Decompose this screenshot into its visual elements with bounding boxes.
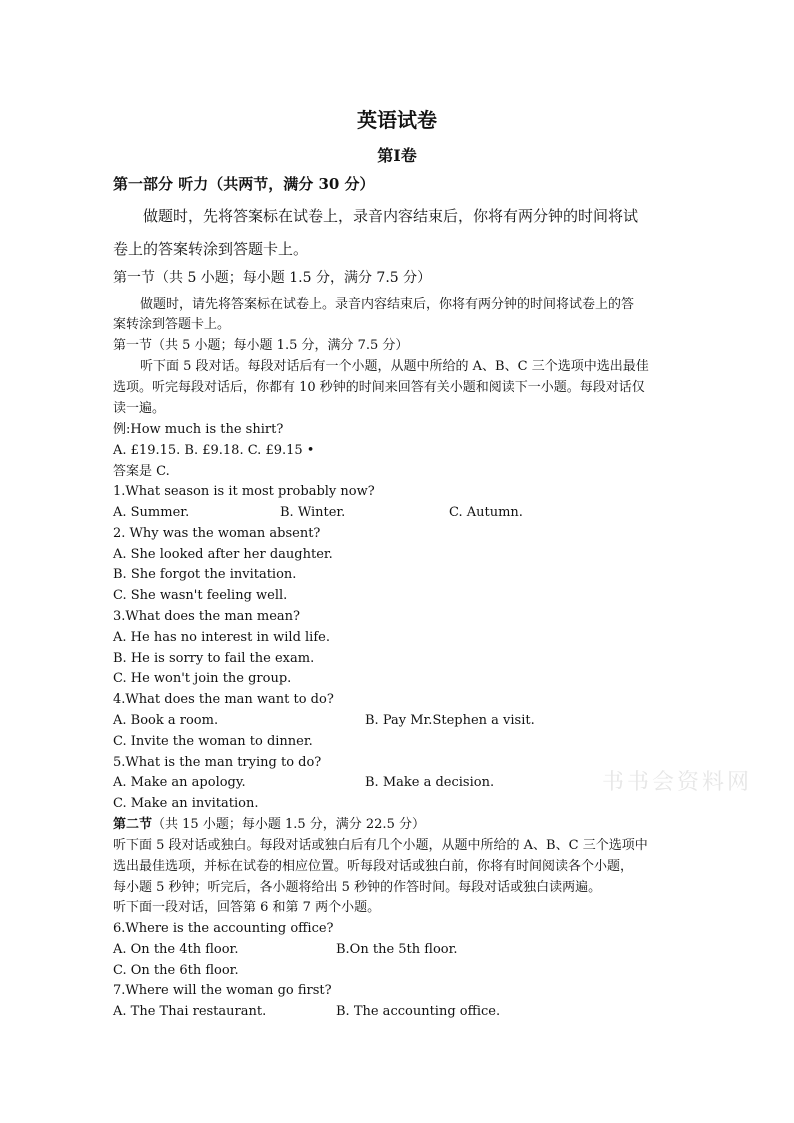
example-options: A. £19.15. B. £9.18. C. £9.15 • [113, 443, 315, 458]
section1-heading: 第一节（共 5 小题；每小题 1.5 分，满分 7.5 分） [113, 338, 409, 353]
option-b: B. Make a decision. [365, 775, 495, 790]
directions-line: 读一遍。 [113, 401, 166, 416]
option-a: A. She looked after her daughter. [113, 547, 333, 562]
exam-title: 英语试卷 [357, 108, 437, 132]
intro-line: 卷上的答案转涂到答题卡上。 [113, 240, 309, 258]
volume-title: 第Ⅰ卷 [377, 146, 417, 165]
option-c: C. Make an invitation. [113, 796, 259, 811]
option-c: C. He won't join the group. [113, 671, 292, 686]
option-a: A. The Thai restaurant. [113, 1004, 267, 1019]
directions-line: 选出最佳选项，并标在试卷的相应位置。听每段对话或独白前，你将有时间阅读各个小题， [113, 859, 634, 874]
option-b: B. He is sorry to fail the exam. [113, 651, 315, 666]
option-c: C. Autumn. [449, 505, 523, 520]
directions-line: 选项。听完每段对话后，你都有 10 秒钟的时间来回答有关小题和阅读下一小题。每段对话仅 [113, 380, 645, 395]
directions-line: 听下面 5 段对话。每段对话后有一个小题，从题中所给的 A、B、C 三个选项中选出最佳 [140, 359, 649, 374]
directions-line: 每小题 5 秒钟；听完后，各小题将给出 5 秒钟的作答时间。每段对话或独白读两遍。 [113, 880, 602, 895]
option-a: A. Book a room. [113, 713, 219, 728]
question: 7.Where will the woman go first? [113, 983, 332, 998]
option-a: A. Summer. [113, 505, 190, 520]
intro-line: 做题时，先将答案标在试卷上，录音内容结束后，你将有两分钟的时间将试 [143, 207, 639, 225]
question: 1.What season is it most probably now? [113, 484, 375, 499]
option-c: C. On the 6th floor. [113, 963, 239, 978]
watermark: 书书会资料网 [602, 770, 753, 795]
part1-heading: 第一部分 听力（共两节，满分 30 分） [113, 175, 375, 193]
option-b: B. Pay Mr.Stephen a visit. [365, 713, 535, 728]
option-b: B.On the 5th floor. [336, 942, 458, 957]
option-a: A. Make an apology. [113, 775, 246, 790]
option-b: B. She forgot the invitation. [113, 567, 297, 582]
section2-heading-label: 第二节 [113, 817, 153, 832]
option-c: C. Invite the woman to dinner. [113, 734, 313, 749]
question: 4.What does the man want to do? [113, 692, 334, 707]
section2-heading-rest: （共 15 小题；每小题 1.5 分，满分 22.5 分） [152, 817, 425, 832]
option-a: A. He has no interest in wild life. [113, 630, 330, 645]
intro-line: 案转涂到答题卡上。 [113, 317, 231, 332]
option-b: B. The accounting office. [336, 1004, 501, 1019]
directions-line: 听下面一段对话，回答第 6 和第 7 两个小题。 [113, 900, 381, 915]
question: 5.What is the man trying to do? [113, 755, 322, 770]
option-a: A. On the 4th floor. [113, 942, 239, 957]
section2-heading [113, 815, 683, 835]
example-answer: 答案是 C. [113, 464, 170, 479]
example-question: 例:How much is the shirt? [113, 422, 284, 437]
directions-line: 听下面 5 段对话或独白。每段对话或独白后有几个小题，从题中所给的 A、B、C 三个选项中 [113, 838, 648, 853]
option-c: C. She wasn't feeling well. [113, 588, 288, 603]
section1-heading: 第一节（共 5 小题；每小题 1.5 分，满分 7.5 分） [113, 270, 432, 286]
option-b: B. Winter. [280, 505, 346, 520]
intro-line: 做题时，请先将答案标在试卷上。录音内容结束后，你将有两分钟的时间将试卷上的答 [140, 297, 635, 312]
question: 2. Why was the woman absent? [113, 526, 321, 541]
question: 3.What does the man mean? [113, 609, 301, 624]
question: 6.Where is the accounting office? [113, 921, 334, 936]
